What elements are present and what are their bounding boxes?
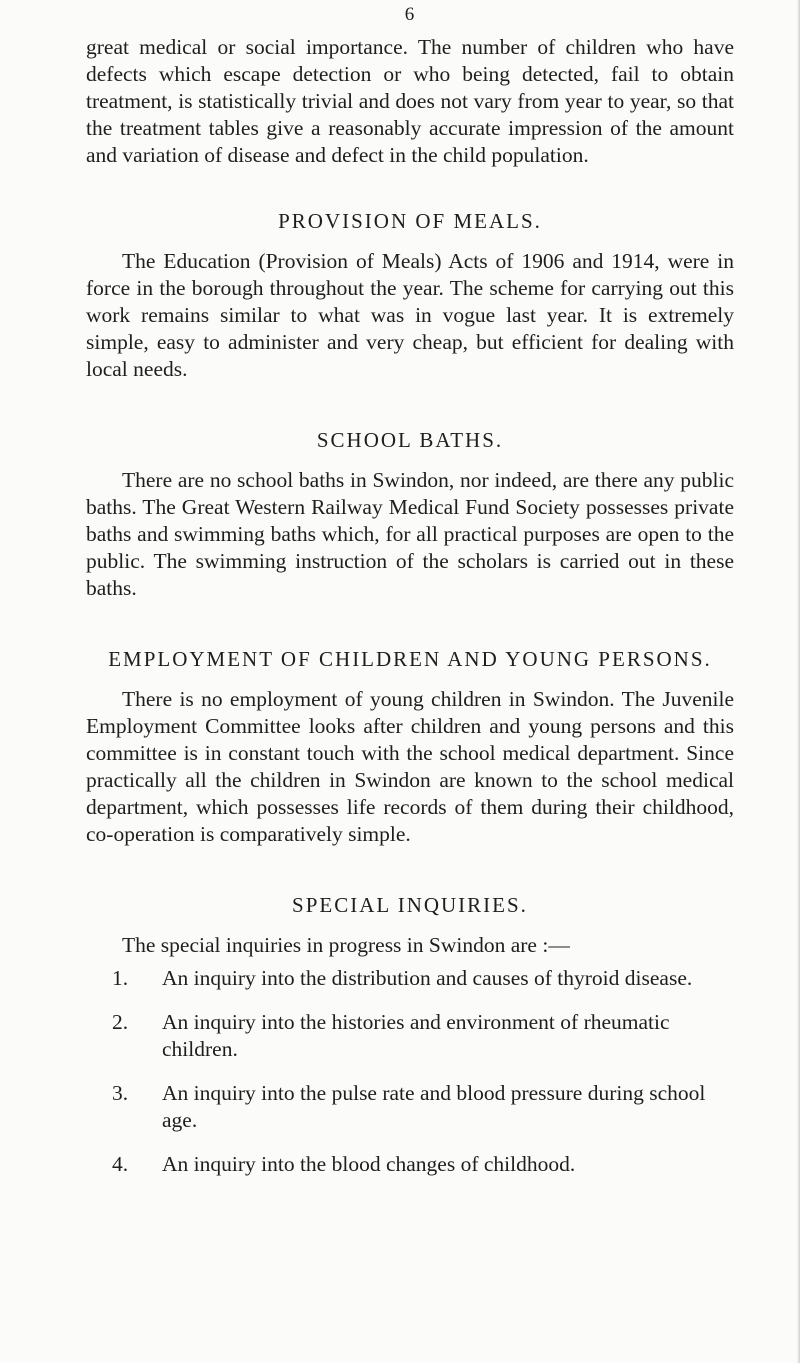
heading-special-inquiries: SPECIAL INQUIRIES. — [292, 893, 528, 917]
intro-paragraph: great medical or social importance. The number of children who have defects which escape detection or who being detected, fail to obtain treatment, is statistically trivial and does not vary from year to year, so that the treatment tables give a reasonably accurate impression of the amount and variation of disease and defect in the child population. — [86, 35, 734, 167]
list-item-number: 1. — [112, 966, 129, 990]
heading-provision-of-meals: PROVISION OF MEALS. — [278, 209, 542, 233]
list-item — [86, 1080, 734, 1134]
list-item-text: An inquiry into the histories and environment of rheumatic children. — [162, 1010, 670, 1061]
list-item — [86, 1151, 734, 1178]
list-item-number: 2. — [112, 1010, 129, 1034]
list-item-text: An inquiry into the distribution and causes of thyroid disease. — [162, 966, 693, 990]
page-number: 6 — [404, 4, 416, 25]
heading-school-baths: SCHOOL BATHS. — [316, 428, 504, 452]
list-item — [86, 1009, 734, 1063]
list-item-text: An inquiry into the pulse rate and blood pressure during school age. — [162, 1081, 706, 1132]
heading-employment: EMPLOYMENT OF CHILDREN AND YOUNG PERSONS. — [108, 647, 712, 671]
list-item-number: 3. — [112, 1081, 129, 1105]
paragraph-provision-of-meals: The Education (Provision of Meals) Acts of 1906 and 1914, were in force in the borough throughout the year. The scheme for carrying out this work remains similar to what was in vogue last year. It is extremely simple, easy to administer and very cheap, but efficient for dealing with local needs. — [86, 249, 734, 381]
paragraph-employment: There is no employment of young children in Swindon. The Juvenile Employment Committee looks after children and young persons and this committee is in constant touch with the school medical department. Since practically all the children in Swindon are known to the school medical department, which possesses life records of them during their childhood, co-operation is comparatively simple. — [86, 687, 734, 846]
list-item-number: 4. — [112, 1152, 129, 1176]
inquiries-list — [86, 965, 734, 1178]
paragraph-school-baths: There are no school baths in Swindon, nor indeed, are there any public baths. The Great Western Railway Medical Fund Society possesses private baths and swimming baths which, for all practical purposes are open to the public. The swimming instruction of the scholars is carried out in these baths. — [86, 468, 734, 600]
list-item-text: An inquiry into the blood changes of childhood. — [162, 1152, 576, 1176]
list-item — [86, 965, 734, 992]
paragraph-special-inquiries-intro: The special inquiries in progress in Swindon are :— — [122, 933, 570, 957]
